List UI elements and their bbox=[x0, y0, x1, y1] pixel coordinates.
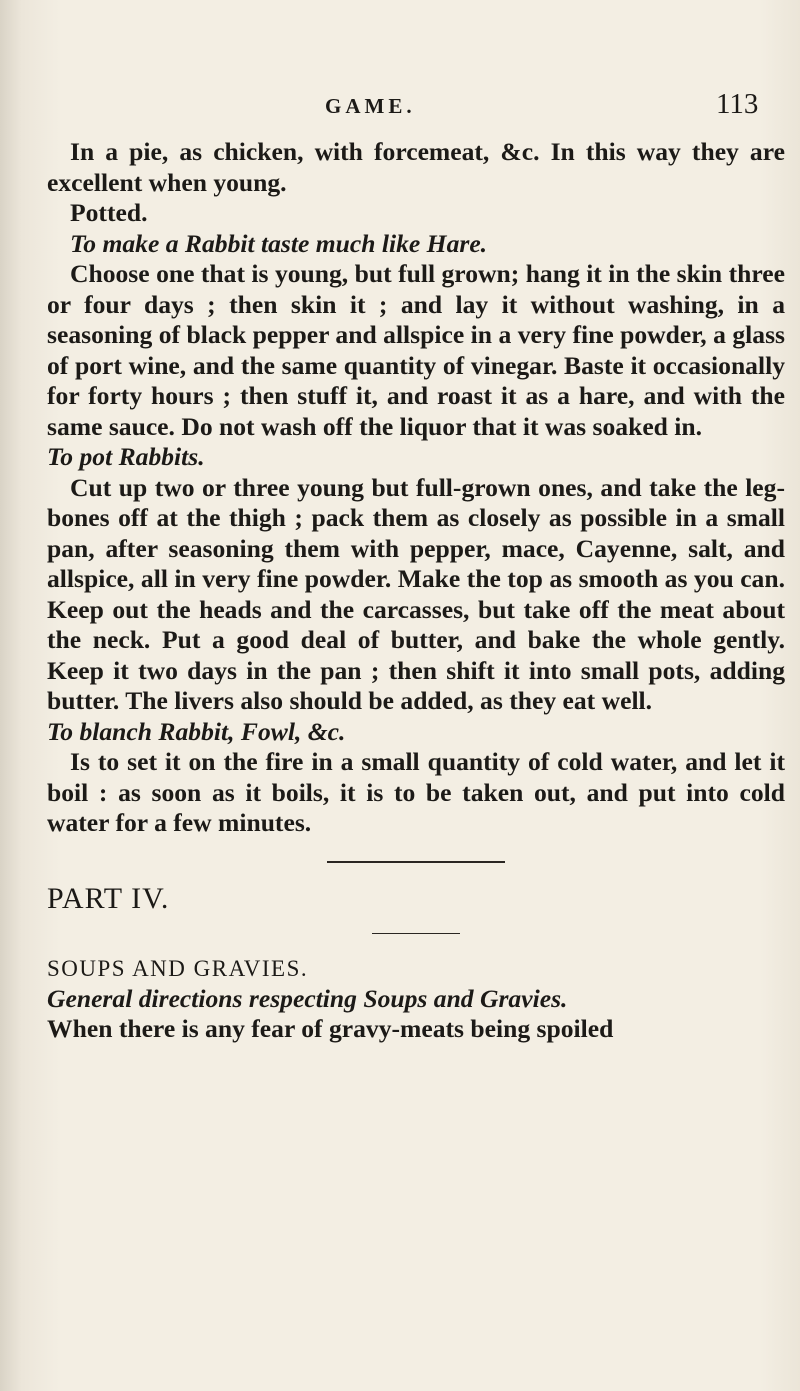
paragraph-blanch: Is to set it on the fire in a small quantity of cold water, and let it boil : as soon as it boils, it is to be taken out, and put into cold water for a few minutes. bbox=[47, 747, 785, 837]
paragraph-pie: In a pie, as chicken, with forcemeat, &c. In this way they are excellent when young. bbox=[47, 137, 785, 197]
paragraph-rabbit-hare: Choose one that is young, but full grown; hang it in the skin three or four days ; then skin it ; and lay it without washing, in a seasoning of black pepper and allspice in a very fine powder, a glass of port wine, and the same quantity of vinegar. Baste it occasionally for forty hours ; then stuff it, and roast it as a hare, and with the same sauce. Do not wash off the liquor that it was soaked in. bbox=[47, 259, 785, 441]
divider-rule-short bbox=[372, 933, 460, 934]
recipe-title-rabbit-hare: To make a Rabbit taste much like Hare. bbox=[70, 228, 488, 258]
running-head: GAME. bbox=[325, 94, 416, 118]
part-heading: PART IV. bbox=[47, 881, 170, 915]
section-heading: SOUPS AND GRAVIES. bbox=[47, 955, 309, 981]
page-header bbox=[0, 88, 800, 128]
paragraph-potted: Potted. bbox=[70, 198, 148, 227]
page-body bbox=[47, 137, 785, 1045]
page-number: 113 bbox=[716, 88, 759, 120]
subsection-title: General directions respecting Soups and Gravies. bbox=[47, 983, 568, 1013]
recipe-title-pot-rabbits: To pot Rabbits. bbox=[47, 442, 205, 471]
paragraph-soups: When there is any fear of gravy-meats being spoiled bbox=[47, 1014, 614, 1043]
recipe-title-blanch: To blanch Rabbit, Fowl, &c. bbox=[47, 716, 346, 746]
paragraph-pot-rabbits: Cut up two or three young but full-grown ones, and take the leg-bones off at the thigh ; pack them as closely as possible in a small pan, after seasoning them with pepper, mace, Cayenne, salt, and allspice, all in very fine powder. Make the top as smooth as you can. Keep out the heads and the carcasses, but take off the meat about the neck. Put a good deal of butter, and bake the whole gently. Keep it two days in the pan ; then shift it into small pots, adding butter. The livers also should be added, as they eat well. bbox=[47, 472, 785, 715]
divider-rule bbox=[327, 861, 505, 863]
